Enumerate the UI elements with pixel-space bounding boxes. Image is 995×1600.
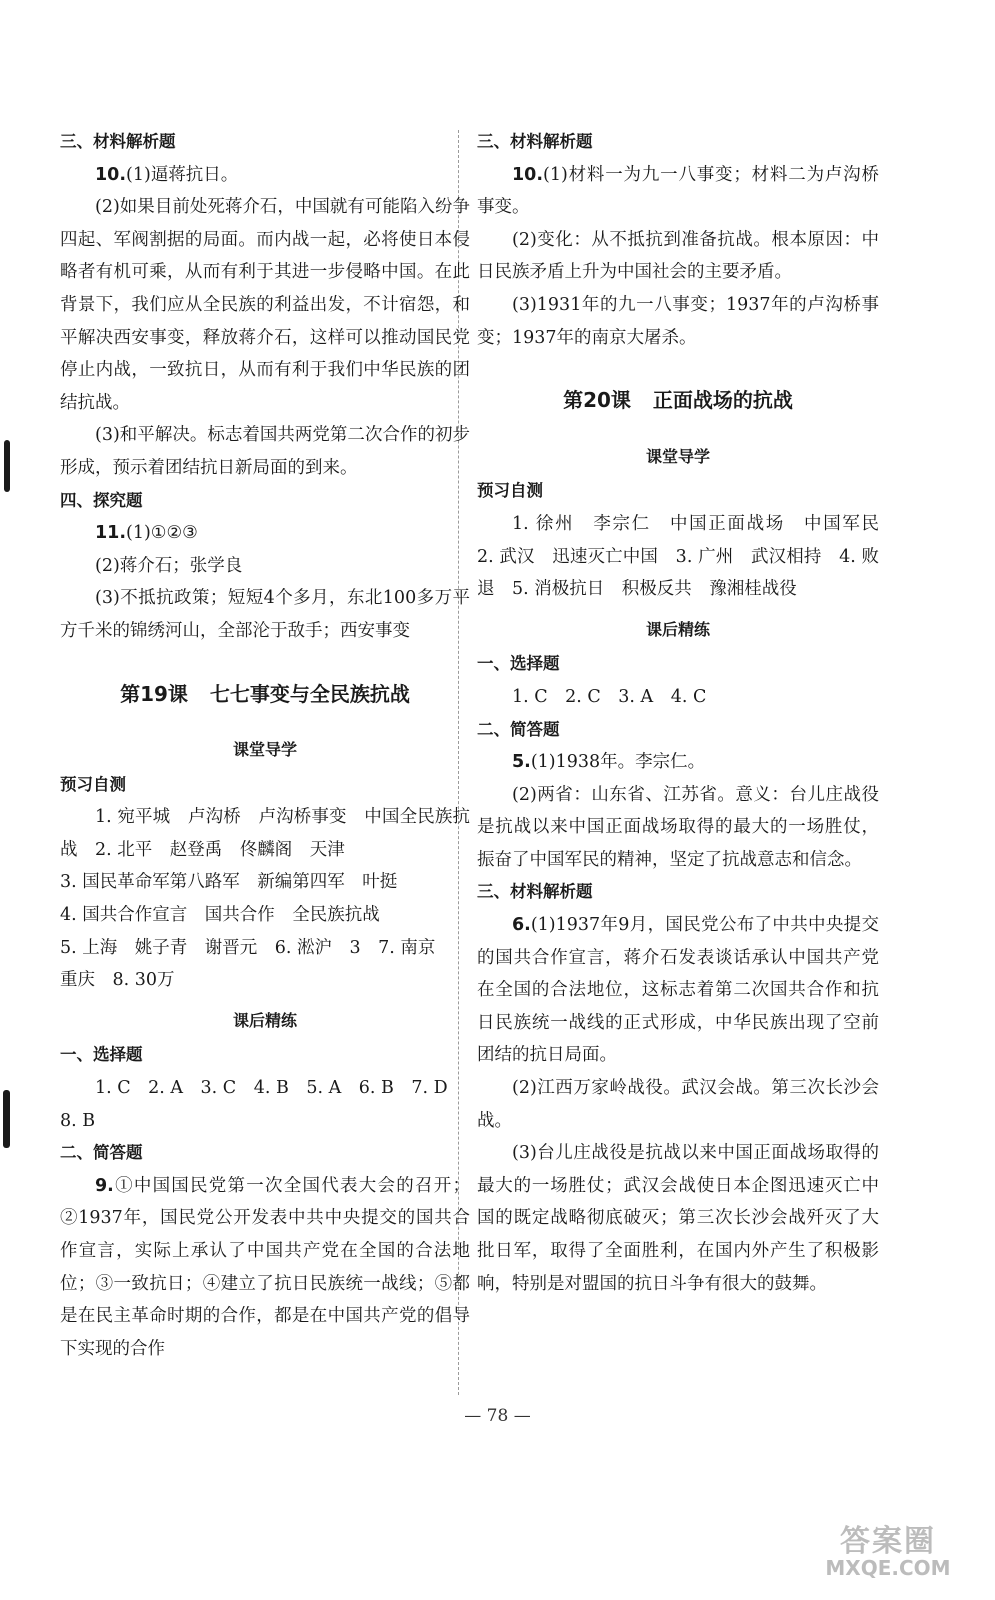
answer-11-3: (3)不抵抗政策；短短4个多月，东北100多万平方千米的锦绣河山，全部沦于敌手；西安事变 xyxy=(60,588,470,641)
answer-10-3: (3)1931年的九一八事变；1937年的卢沟桥事变；1937年的南京大屠杀。 xyxy=(477,294,879,348)
answer-6-3: (3)台儿庄战役是抗战以来中国正面战场取得的最大的一场胜仗；武汉会战使日本企图迅速灭亡中国的既定战略彻底破灭；第三次长沙会战歼灭了大批日军，取得了全面胜利，在国内外产生了积极影响，特别是对盟国的抗日斗争有很大的鼓舞。 xyxy=(477,1143,879,1294)
answer-6-2: (2)江西万家岭战役。武汉会战。第三次长沙会战。 xyxy=(477,1078,879,1131)
scan-mark-top xyxy=(4,440,10,492)
answer-11-1: 11.(1)①②③ xyxy=(95,523,198,544)
section-heading: 预习自测 xyxy=(477,481,543,501)
preview-line: 1. 宛平城 卢沟桥 卢沟桥事变 中国全民族抗战 2. 北平 赵登禹 佟麟阁 天津 xyxy=(60,807,470,860)
answer-10-2: (2)变化：从不抵抗到准备抗战。根本原因：中日民族矛盾上升为中国社会的主要矛盾。 xyxy=(477,229,879,283)
page-number: — 78 — xyxy=(464,1406,531,1426)
section-heading: 预习自测 xyxy=(60,774,126,794)
answer-5-1: 5.(1)1938年。李宗仁。 xyxy=(512,752,706,773)
answer-10-2: (2)如果目前处死蒋介石，中国就有可能陷入纷争四起、军阀割据的局面。而内战一起，必将使日本侵略者有机可乘，从而有利于其进一步侵略中国。在此背景下，我们应从全民族的利益出发，不计宿怨，和平解决西安事变，释放蒋介石，这样可以推动国民党停止内战，一致抗日，从而有利于我们中华民族的团结抗战。 xyxy=(60,197,470,413)
preview-line: 3. 国民革命军第八路军 新编第四军 叶挺 xyxy=(60,872,398,893)
right-column xyxy=(477,126,897,1300)
section-heading: 四、探究题 xyxy=(60,490,143,510)
scan-mark-bottom xyxy=(3,1090,10,1148)
left-column xyxy=(60,126,470,1365)
answer-10-3: (3)和平解决。标志着国共两党第二次合作的初步形成，预示着团结抗日新局面的到来。 xyxy=(60,425,470,478)
answer-9: 9.①中国国民党第一次全国代表大会的召开；②1937年，国民党公开发表中共中央提交的国共合作宣言，实际上承认了中国共产党在全国的合法地位；③一致抗日；④建立了抗日民族统一战线；⑤都是在民主革命时期的合作，都是在中国共产党的倡导下实现的合作 xyxy=(60,1175,470,1359)
answer-5-2: (2)两省：山东省、江苏省。意义：台儿庄战役是抗战以来中国正面战场取得的最大的一场胜仗，振奋了中国军民的精神，坚定了抗战意志和信念。 xyxy=(477,784,879,870)
answer-10-1: 10.(1)逼蒋抗日。 xyxy=(95,164,239,185)
subheading-kehou: 课后精练 xyxy=(645,619,710,639)
section-heading: 三、材料解析题 xyxy=(60,132,176,151)
choice-answers: 1. C 2. A 3. C 4. B 5. A 6. B 7. D xyxy=(95,1078,448,1099)
site-watermark-logo xyxy=(803,1516,973,1586)
subheading-ketang: 课堂导学 xyxy=(645,446,710,466)
answer-6-1: 6.(1)1937年9月，国民党公布了中共中央提交的国共合作宣言，蒋介石发表谈话承认中国共产党在全国的合法地位，这标志着第二次国共合作和抗日民族统一战线的正式形成，中华民族出现了空前团结的抗日局面。 xyxy=(477,915,879,1066)
section-heading: 二、简答题 xyxy=(60,1143,143,1163)
subheading-ketang: 课堂导学 xyxy=(232,740,297,760)
section-heading: 三、材料解析题 xyxy=(477,882,593,902)
watermark-text-top: 答案圈 xyxy=(840,1524,936,1559)
subheading-kehou: 课后精练 xyxy=(232,1010,297,1030)
lesson-19-title: 第19课 七七事变与全民族抗战 xyxy=(120,681,410,706)
section-heading: 一、选择题 xyxy=(477,654,560,674)
preview-line: 4. 国共合作宣言 国共合作 全民族抗战 xyxy=(60,905,380,926)
answer-10-1: 10.(1)材料一为九一八事变；材料二为卢沟桥事变。 xyxy=(477,164,879,218)
watermark-text-bottom: MXQE.COM xyxy=(825,1556,951,1580)
section-heading: 三、材料解析题 xyxy=(477,132,593,151)
lesson-20-title: 第20课 正面战场的抗战 xyxy=(563,388,793,413)
preview-line: 1. 徐州 李宗仁 中国正面战场 中国军民 2. 武汉 迅速灭亡中国 3. 广州 武汉相持 4. 败退 5. 消极抗日 积极反共 豫湘桂战役 xyxy=(477,513,897,600)
choice-answers: 8. B xyxy=(60,1110,96,1131)
section-heading: 二、简答题 xyxy=(477,719,560,739)
preview-line: 5. 上海 姚子青 谢晋元 6. 淞沪 3 7. 南京 重庆 8. 30万 xyxy=(60,937,453,991)
answer-11-2: (2)蒋介石；张学良 xyxy=(95,555,243,576)
choice-answers: 1. C 2. C 3. A 4. C xyxy=(512,686,707,707)
section-heading: 一、选择题 xyxy=(60,1045,143,1065)
